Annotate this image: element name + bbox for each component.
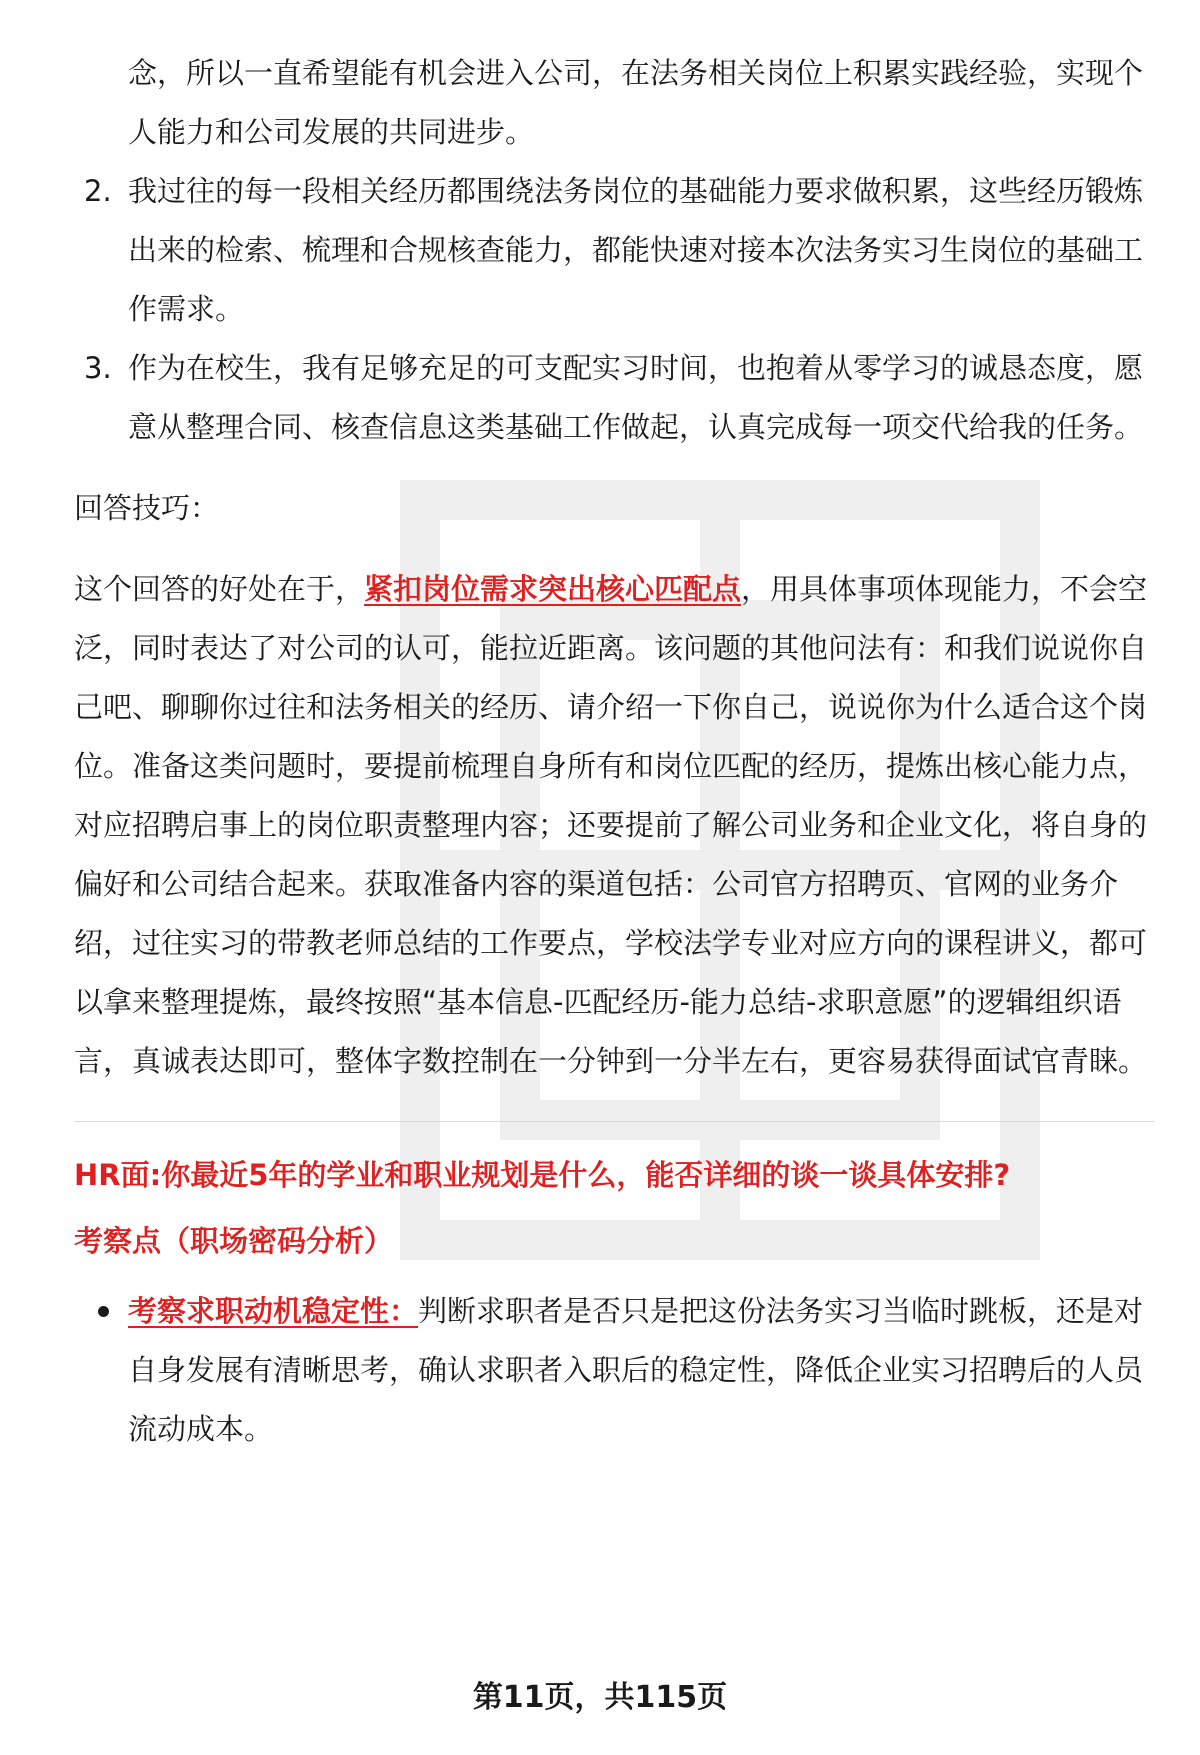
tips-text-after: ，用具体事项体现能力，不会空泛，同时表达了对公司的认可，能拉近距离。该问题的其他问法有：和我们说说你自己吧、聊聊你过往和法务相关的经历、请介绍一下你自己，说说你为什么适合这个岗位。准备这类问题时，要提前梳理自身所有和岗位匹配的经历，提炼出核心能力点，对应招聘启事上的岗位职责整理内容；还要提前了解公司业务和企业文化，将自身的偏好和公司结合起来。获取准备内容的渠道包括：公司官方招聘页、官网的业务介绍，过往实习的带教老师总结的工作要点，学校法学专业对应方向的课程讲义，都可以拿来整理提炼，最终按照“基本信息-匹配经历-能力总结-求职意愿”的逻辑组织语言，真诚表达即可，整体字数控制在一分钟到一分半左右，更容易获得面试官青睐。 <box>74 572 1148 1078</box>
bullet-text: 判断求职者是否只是把这份法务实习当临时跳板，还是对自身发展有清晰思考，确认求职者入职后的稳定性，降低企业实习招聘后的人员流动成本。 <box>128 1294 1144 1446</box>
section-divider <box>74 1121 1154 1122</box>
bullet-item <box>74 1282 1154 1459</box>
tips-paragraph <box>74 560 1154 1091</box>
tips-text-before: 这个回答的好处在于， <box>74 572 365 606</box>
tips-label: 回答技巧： <box>74 491 220 525</box>
list-number: 3. <box>84 351 112 385</box>
list-text: 我过往的每一段相关经历都围绕法务岗位的基础能力要求做积累，这些经历锻炼出来的检索、梳理和合规核查能力，都能快速对接本次法务实习生岗位的基础工作需求。 <box>128 174 1144 326</box>
page-content <box>74 0 1154 1459</box>
list-item <box>74 339 1154 457</box>
list-number: 2. <box>84 174 112 208</box>
page-footer: 第11页，共115页 <box>472 1680 728 1715</box>
list-item <box>74 162 1154 339</box>
analysis-title: 考察点（职场密码分析） <box>74 1224 394 1258</box>
tips-highlight: 紧扣岗位需求突出核心匹配点 <box>364 572 742 606</box>
question-title: HR面:你最近5年的学业和职业规划是什么，能否详细的谈一谈具体安排? <box>74 1158 1011 1192</box>
bullet-list <box>74 1282 1154 1459</box>
list-text: 作为在校生，我有足够充足的可支配实习时间，也抱着从零学习的诚恳态度，愿意从整理合同、核查信息这类基础工作做起，认真完成每一项交代给我的任务。 <box>128 351 1144 444</box>
continuation-paragraph: 念，所以一直希望能有机会进入公司，在法务相关岗位上积累实践经验，实现个人能力和公司发展的共同进步。 <box>128 56 1144 149</box>
bullet-dot-icon <box>98 1306 109 1317</box>
numbered-list <box>74 162 1154 457</box>
bullet-label: 考察求职动机稳定性： <box>128 1294 419 1328</box>
